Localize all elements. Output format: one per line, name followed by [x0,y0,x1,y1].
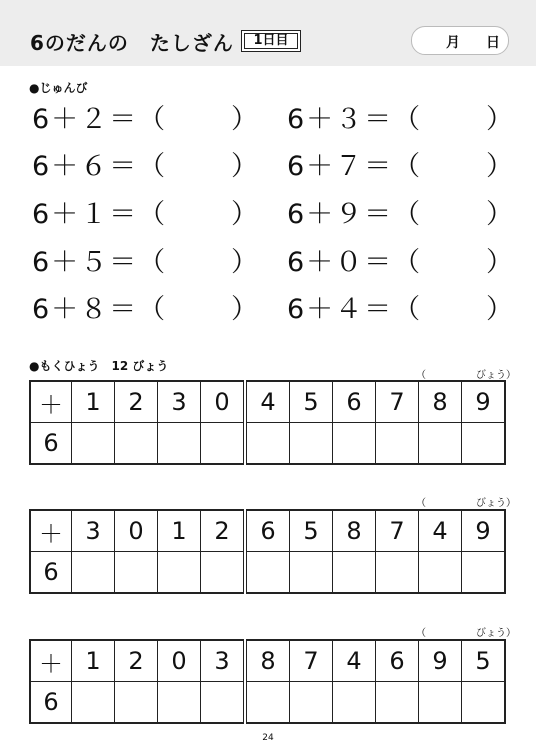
answer-cell[interactable] [419,552,462,594]
number-cell: 0 [201,381,246,423]
answer-cell[interactable] [376,423,419,465]
answer-cell[interactable] [290,423,333,465]
answer-cell[interactable] [333,423,376,465]
number-cell: 1 [158,510,201,552]
number-cell: 3 [72,510,115,552]
number-cell: 9 [462,381,506,423]
answer-cell[interactable] [72,423,115,465]
number-cell: 2 [115,640,158,682]
number-cell: 5 [290,510,333,552]
number-cell: 0 [158,640,201,682]
problem-1: 6＋２＝（ ） [32,104,260,135]
number-cell: 1 [72,640,115,682]
number-cell: 6 [376,640,419,682]
answer-cell[interactable] [290,552,333,594]
problem-3: 6＋６＝（ ） [32,151,260,182]
problem-5: 6＋１＝（ ） [32,199,260,230]
answer-cell[interactable] [158,552,201,594]
row-label-cell: 6 [30,423,72,465]
number-cell: 9 [462,510,506,552]
number-cell: 0 [115,510,158,552]
answer-cell[interactable] [245,682,290,724]
number-cell: 1 [72,381,115,423]
number-cell: 2 [115,381,158,423]
operator-cell: ＋ [30,640,72,682]
number-cell: 5 [462,640,506,682]
number-cell: 7 [290,640,333,682]
date-field[interactable] [411,26,509,55]
problem-7: 6＋５＝（ ） [32,247,260,278]
problem-2: 6＋３＝（ ） [287,104,515,135]
addition-table-1 [29,380,506,465]
answer-cell[interactable] [201,552,246,594]
operator-cell: ＋ [30,381,72,423]
number-cell: 4 [333,640,376,682]
number-cell: 7 [376,510,419,552]
answer-cell[interactable] [158,682,201,724]
goal-label: ●もくひょう 12 びょう [29,359,169,373]
answer-cell[interactable] [419,423,462,465]
answer-cell[interactable] [462,682,506,724]
answer-cell[interactable] [115,552,158,594]
worksheet-title: 6のだんの たしざん [30,31,234,55]
number-cell: 3 [201,640,246,682]
addition-table-2 [29,509,506,594]
answer-cell[interactable] [245,423,290,465]
answer-cell[interactable] [115,682,158,724]
page-number: 24 [262,733,274,743]
answer-cell[interactable] [290,682,333,724]
answer-cell[interactable] [201,682,246,724]
header-banner [0,0,536,66]
problem-9: 6＋８＝（ ） [32,294,260,325]
time-note-1: （ びょう） [416,370,516,381]
answer-cell[interactable] [158,423,201,465]
number-cell: 9 [419,640,462,682]
answer-cell[interactable] [245,552,290,594]
number-cell: 6 [333,381,376,423]
answer-cell[interactable] [376,682,419,724]
addition-table-3 [29,639,506,724]
number-cell: 8 [245,640,290,682]
warmup-label: ●じゅんび [29,81,88,95]
row-label-cell: 6 [30,682,72,724]
answer-cell[interactable] [419,682,462,724]
answer-cell[interactable] [333,682,376,724]
answer-cell[interactable] [72,682,115,724]
row-label-cell: 6 [30,552,72,594]
problem-10: 6＋４＝（ ） [287,294,515,325]
answer-cell[interactable] [462,552,506,594]
answer-cell[interactable] [115,423,158,465]
number-cell: 5 [290,381,333,423]
number-cell: 4 [245,381,290,423]
number-cell: 8 [419,381,462,423]
operator-cell: ＋ [30,510,72,552]
problem-4: 6＋７＝（ ） [287,151,515,182]
day-label: 日 [486,35,500,51]
number-cell: 6 [245,510,290,552]
answer-cell[interactable] [201,423,246,465]
day-number-box: 1日目 [241,30,301,52]
problem-6: 6＋９＝（ ） [287,199,515,230]
answer-cell[interactable] [72,552,115,594]
answer-cell[interactable] [462,423,506,465]
number-cell: 4 [419,510,462,552]
answer-cell[interactable] [333,552,376,594]
number-cell: 8 [333,510,376,552]
number-cell: 3 [158,381,201,423]
problem-8: 6＋０＝（ ） [287,247,515,278]
time-note-2: （ びょう） [416,498,516,509]
number-cell: 7 [376,381,419,423]
answer-cell[interactable] [376,552,419,594]
month-label: 月 [446,35,460,51]
time-note-3: （ びょう） [416,628,516,639]
number-cell: 2 [201,510,246,552]
